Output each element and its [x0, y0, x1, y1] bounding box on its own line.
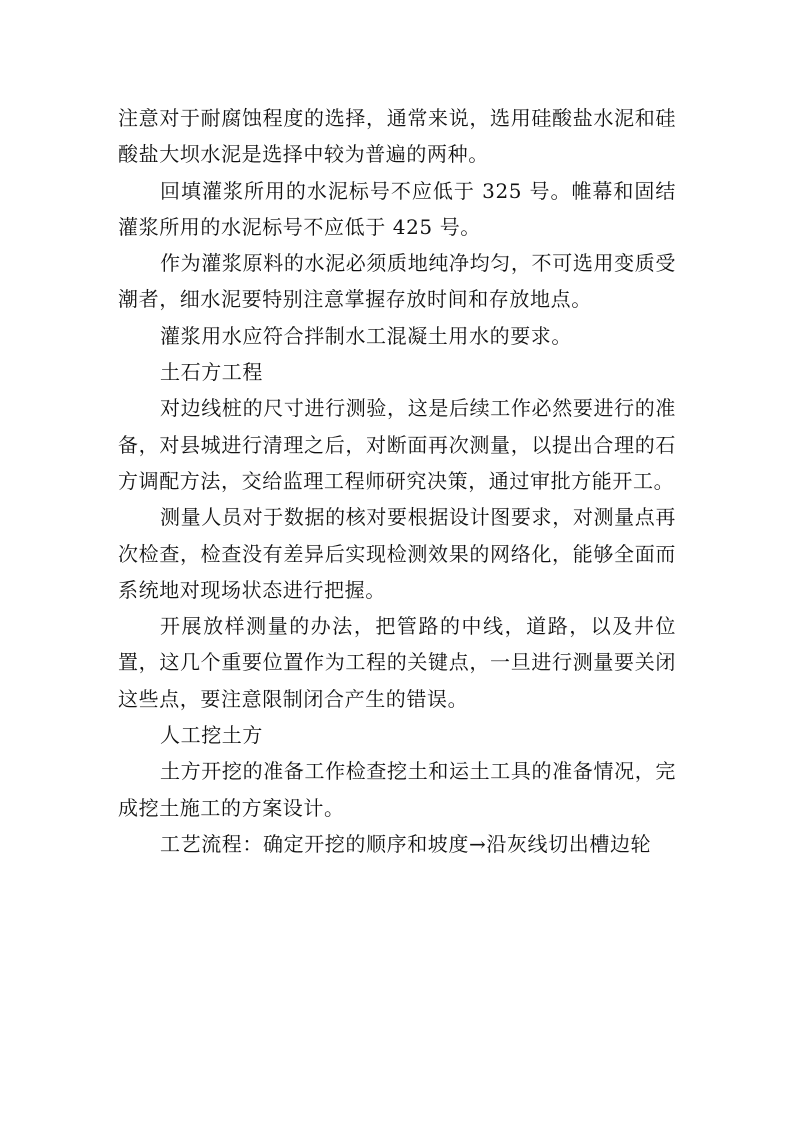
paragraph-data-check: 测量人员对于数据的核对要根据设计图要求，对测量点再次检查，检查没有差异后实现检测效果的网络化，能够全面而系统地对现场状态进行把握。 — [118, 505, 676, 602]
paragraph-excavation-prep: 土方开挖的准备工作检查挖土和运土工具的准备情况，完成挖土施工的方案设计。 — [118, 759, 676, 820]
paragraph-grouting-water: 灌浆用水应符合拌制水工混凝土用水的要求。 — [160, 323, 572, 348]
paragraph-continuation: 注意对于耐腐蚀程度的选择，通常来说，选用硅酸盐水泥和硅酸盐大坝水泥是选择中较为普遍的两种。 — [118, 106, 676, 167]
paragraph-cement-grade: 回填灌浆所用的水泥标号不应低于 325 号。帷幕和固结灌浆所用的水泥标号不应低于 425 号。 — [118, 178, 676, 239]
document-body — [118, 100, 676, 862]
paragraph-process-flow: 工艺流程：确定开挖的顺序和坡度→沿灰线切出槽边轮 — [160, 831, 652, 856]
paragraph-cement-quality: 作为灌浆原料的水泥必须质地纯净均匀，不可选用变质受潮者，细水泥要特别注意掌握存放时间和存放地点。 — [118, 251, 676, 312]
section-heading-earthwork: 土石方工程 — [160, 360, 263, 385]
section-heading-manual-excavation: 人工挖土方 — [160, 723, 263, 748]
paragraph-setting-out: 开展放样测量的办法，把管路的中线，道路，以及井位置，这几个重要位置作为工程的关键点，一旦进行测量要关闭这些点，要注意限制闭合产生的错误。 — [118, 614, 676, 711]
paragraph-sideline-survey: 对边线桩的尺寸进行测验，这是后续工作必然要进行的准备，对县城进行清理之后，对断面再次测量，以提出合理的石方调配方法，交给监理工程师研究决策，通过审批方能开工。 — [118, 396, 676, 493]
